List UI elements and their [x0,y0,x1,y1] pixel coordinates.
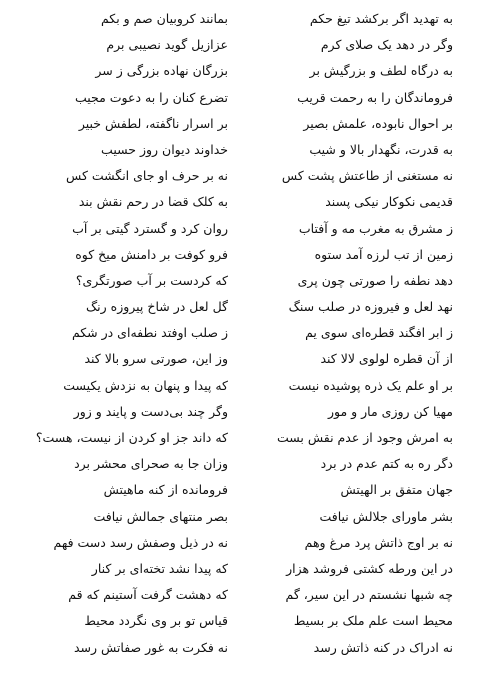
couplet-row [0,635,491,661]
first-hemistich: بر او علم یک ذره پوشیده نیست [288,377,453,393]
first-hemistich: نه ادراک در کنه ذاتش رسد [313,639,453,655]
second-hemistich: عزازیل گوید نصیبی برم [106,37,228,53]
first-hemistich: ز ابر افگند قطره‌ای سوی یم [305,325,453,341]
couplet-row [0,58,491,84]
second-hemistich: ز صلب اوفتد نطفه‌ای در شکم [71,325,228,341]
couplet-list [0,6,491,661]
second-hemistich: گل لعل در شاخ پیروزه رنگ [85,299,228,315]
second-hemistich: خداوند دیوان روز حسیب [101,141,228,157]
second-hemistich: نه بر حرف او جای انگشت کس [66,168,228,184]
second-hemistich: که داند جز او کردن از نیست، هست؟ [35,430,228,445]
first-hemistich: زمین از تب لرزه آمد ستوه [314,246,453,262]
second-hemistich: وگر چند بی‌دست و پایند و زور [73,403,228,419]
second-hemistich: بمانند کروبیان صم و بکم [100,11,228,26]
couplet-row [0,6,491,32]
second-hemistich: وزان جا به صحرای محشر برد [74,456,228,472]
first-hemistich: به درگاه لطف و بزرگیش بر [309,63,453,79]
second-hemistich: که پیدا نشد تخته‌ای بر کنار [91,560,228,576]
second-hemistich: بزرگان نهاده بزرگی ز سر [95,63,228,79]
second-hemistich: نه فکرت به غور صفاتش رسد [73,639,228,655]
couplet-row [0,163,491,189]
first-hemistich: وگر در دهد یک صلای کرم [320,37,453,53]
second-hemistich: که کردست بر آب صورتگری؟ [75,272,228,288]
couplet-row [0,582,491,608]
couplet-row [0,320,491,346]
couplet-row [0,608,491,634]
first-hemistich: به تهدید اگر برکشد تیغ حکم [309,11,453,26]
couplet-row [0,425,491,451]
second-hemistich: که پیدا و پنهان به نزدش یکیست [63,377,228,393]
second-hemistich: تضرع کنان را به دعوت مجیب [74,89,228,105]
first-hemistich: قدیمی نکوکار نیکی پسند [325,194,453,210]
second-hemistich: به کلک قضا در رحم نقش بند [78,194,228,210]
first-hemistich: نه مستغنی از طاعتش پشت کس [281,168,453,184]
couplet-row [0,111,491,137]
second-hemistich: بر اسرار ناگفته، لطفش خبیر [78,115,228,131]
couplet-row [0,399,491,425]
first-hemistich: محیط است علم ملک بر بسیط [293,613,453,629]
second-hemistich: بصر منتهای جمالش نیافت [93,508,228,524]
couplet-row [0,477,491,503]
second-hemistich: وز این، صورتی سرو بالا کند [84,351,228,367]
first-hemistich: فروماندگان را به رحمت قریب [297,89,453,105]
first-hemistich: بشر ماورای جلالش نیافت [319,508,453,524]
couplet-row [0,451,491,477]
couplet-row [0,556,491,582]
second-hemistich: روان کرد و گسترد گیتی بر آب [72,220,228,236]
couplet-row [0,137,491,163]
couplet-row [0,242,491,268]
first-hemistich: بر احوال نابوده، علمش بصیر [303,115,453,131]
second-hemistich: نه در ذیل وصفش رسد دست فهم [53,534,228,550]
couplet-row [0,294,491,320]
first-hemistich: به قدرت، نگهدار بالا و شیب [309,141,453,157]
first-hemistich: مهیا کن روزی مار و مور [327,403,453,419]
first-hemistich: نه بر اوج ذاتش پرد مرغ وهم [304,534,453,550]
first-hemistich: دهد نطفه را صورتی چون پری [297,272,453,288]
first-hemistich: دگر ره به کتم عدم در برد [320,456,453,472]
first-hemistich: به امرش وجود از عدم نقش بست [276,430,453,445]
second-hemistich: فرو کوفت بر دامنش میخ کوه [75,246,228,262]
first-hemistich: از آن قطره لولوی لالا کند [320,351,453,367]
first-hemistich: چه شبها نشستم در این سیر، گم [285,587,453,603]
first-hemistich: در این ورطه کشتی فروشد هزار [286,560,453,576]
couplet-row [0,530,491,556]
couplet-row [0,216,491,242]
first-hemistich: ز مشرق به مغرب مه و آفتاب [298,220,453,236]
couplet-row [0,346,491,372]
couplet-row [0,268,491,294]
first-hemistich: جهان متفق بر الهیتش [340,482,453,498]
second-hemistich: که دهشت گرفت آستینم که قم [68,587,228,603]
couplet-row [0,85,491,111]
first-hemistich: نهد لعل و فیروزه در صلب سنگ [288,299,453,315]
couplet-row [0,189,491,215]
second-hemistich: قیاس تو بر وی نگردد محیط [84,613,228,629]
couplet-row [0,373,491,399]
couplet-row [0,32,491,58]
couplet-row [0,504,491,530]
second-hemistich: فرومانده از کنه ماهیتش [103,482,228,498]
